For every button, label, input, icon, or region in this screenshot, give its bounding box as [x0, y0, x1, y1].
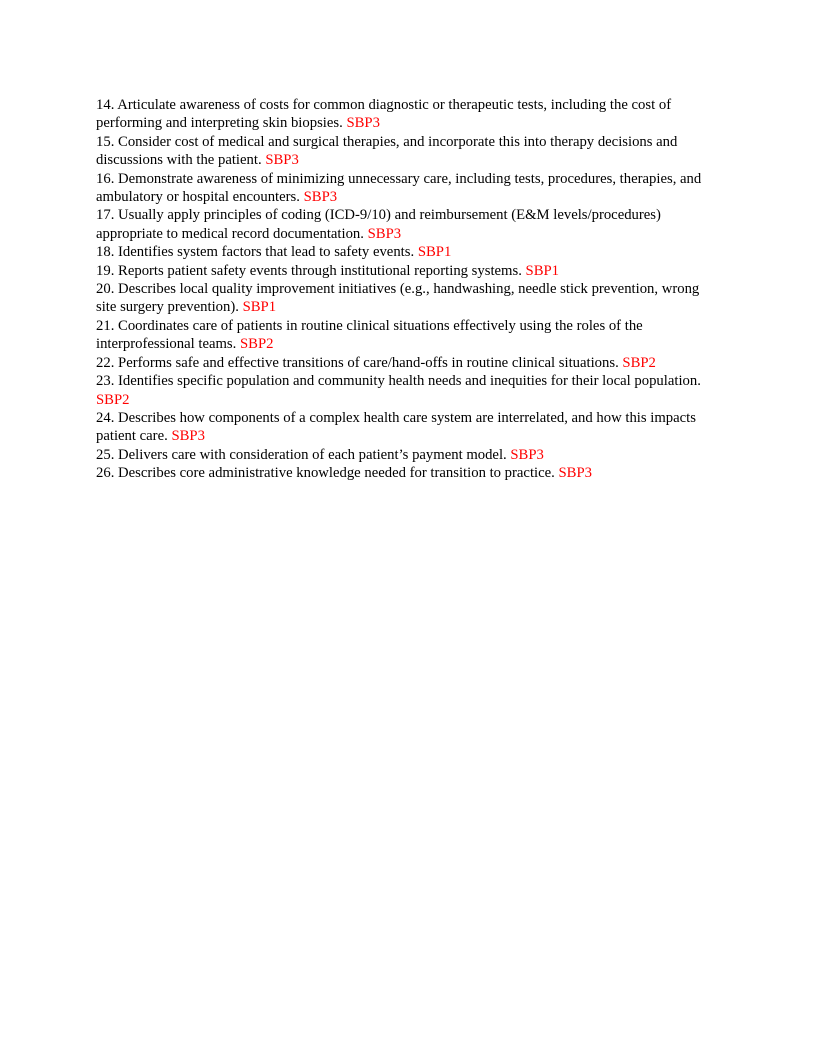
- item-text: 19. Reports patient safety events through institutional reporting systems.: [96, 262, 522, 279]
- item-text: 25. Delivers care with consideration of each patient’s payment model.: [96, 446, 507, 463]
- competency-code: SBP3: [558, 465, 592, 482]
- competency-code: SBP3: [346, 115, 380, 132]
- list-item: [96, 96, 720, 133]
- list-item: [96, 317, 720, 354]
- list-item: [96, 243, 720, 261]
- list-item: [96, 133, 720, 170]
- list-item: [96, 446, 720, 464]
- competency-code: SBP3: [367, 225, 402, 242]
- item-text: 26. Describes core administrative knowledge needed for transition to practice.: [96, 465, 555, 482]
- competency-code: SBP1: [417, 244, 452, 261]
- competency-code: SBP2: [239, 336, 274, 353]
- item-text: 17. Usually apply principles of coding (ICD-9/10) and reimbursement (E&M levels/procedures) appropriate to medical record documentation.: [96, 207, 661, 242]
- item-text: 23. Identifies specific population and community health needs and inequities for their local population.: [96, 373, 701, 390]
- item-text: 14. Articulate awareness of costs for common diagnostic or therapeutic tests, including the cost of performing and interpreting skin biopsies.: [96, 97, 672, 132]
- item-text: 15. Consider cost of medical and surgical therapies, and incorporate this into therapy decisions and discussions with the patient.: [96, 133, 678, 169]
- list-item: [96, 280, 720, 317]
- item-text: 20. Describes local quality improvement initiatives (e.g., handwashing, needle stick prevention, wrong site surgery prevention).: [96, 281, 700, 316]
- item-text: 21. Coordinates care of patients in routine clinical situations effectively using the roles of the interprofessional teams.: [96, 317, 643, 353]
- competency-code: SBP3: [303, 189, 338, 206]
- item-text: 18. Identifies system factors that lead to safety events.: [96, 244, 415, 261]
- list-item: [96, 464, 720, 482]
- item-text: 16. Demonstrate awareness of minimizing unnecessary care, including tests, procedures, therapies, and ambulatory or hospital encounters.: [96, 170, 702, 206]
- list-item: [96, 170, 720, 207]
- list-item: [96, 409, 720, 446]
- item-text: 24. Describes how components of a complex health care system are interrelated, and how this impacts patient care.: [96, 409, 696, 445]
- list-item: [96, 206, 720, 243]
- list-item: [96, 372, 720, 409]
- competency-code: SBP3: [265, 152, 299, 169]
- competency-code: SBP1: [242, 299, 277, 316]
- list-item: [96, 354, 720, 372]
- document-page: [96, 96, 720, 483]
- competency-code: SBP2: [622, 354, 656, 371]
- list-item: [96, 262, 720, 280]
- item-text: 22. Performs safe and effective transitions of care/hand-offs in routine clinical situations.: [96, 354, 619, 371]
- competency-code: SBP3: [510, 446, 544, 463]
- competency-code: SBP1: [525, 262, 560, 279]
- competency-code: SBP3: [171, 428, 205, 445]
- competency-code: SBP2: [96, 391, 130, 408]
